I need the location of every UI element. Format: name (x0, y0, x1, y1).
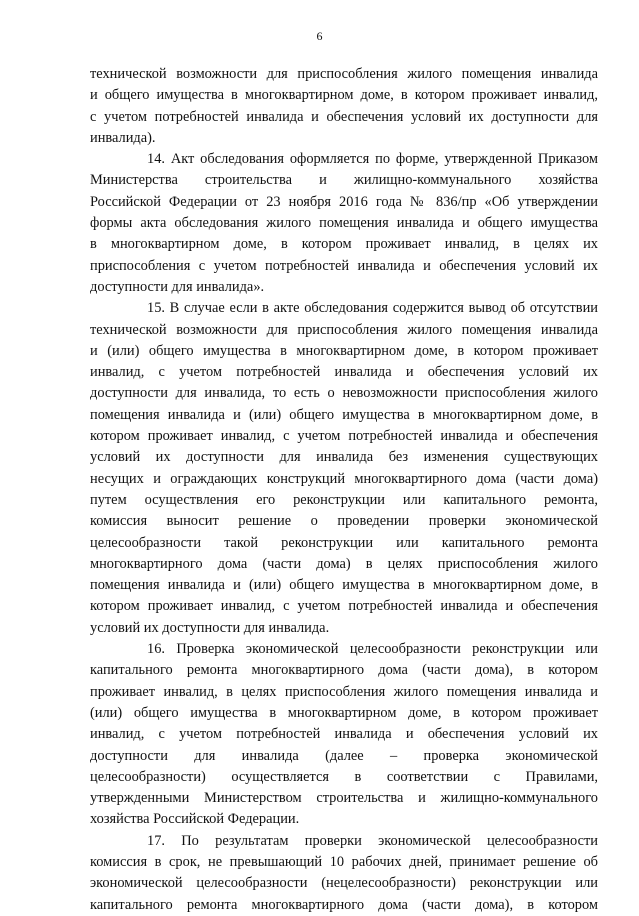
text-line: (или) общего имущества в многоквартирном доме, в котором проживает (90, 704, 598, 721)
text-line: целесообразности) осуществляется в соответствии с Правилами, (90, 768, 598, 785)
text-line: доступности для инвалида, то есть о невозможности приспособления жилого (90, 385, 598, 402)
text-line: помещения инвалида и (или) общего имущества в многоквартирном доме, в (90, 577, 598, 594)
text-line: комиссия выносит решение о проведении проверки экономической (90, 513, 598, 530)
text-line: условий их доступности для инвалида. (90, 619, 330, 636)
text-line: экономической целесообразности (нецелесообразности) реконструкции или (90, 875, 598, 892)
text-line: и общего имущества в многоквартирном доме, в котором проживает инвалид, (90, 87, 598, 104)
text-line: многоквартирного дома (части дома) в целях приспособления жилого (90, 555, 598, 572)
text-line: формы акта обследования жилого помещения инвалида и общего имущества (90, 215, 598, 232)
paragraph-p16 (90, 639, 598, 831)
text-line: капитального ремонта многоквартирного дома (части дома), в котором (90, 896, 598, 913)
paragraph-p14 (90, 149, 598, 298)
text-line: 16. Проверка экономической целесообразности реконструкции или (147, 641, 598, 658)
text-line: 17. По результатам проверки экономической целесообразности (147, 832, 598, 849)
text-line: капитального ремонта многоквартирного дома (части дома), в котором (90, 662, 598, 679)
text-line: котором проживает инвалид, с учетом потребностей инвалида и обеспечения (90, 598, 598, 615)
text-line: и (или) общего имущества в многоквартирном доме, в котором проживает (90, 342, 598, 359)
paragraph-p15 (90, 298, 598, 639)
text-line: несущих и ограждающих конструкций многоквартирного дома (части дома) (90, 470, 598, 487)
text-line: инвалид, с учетом потребностей инвалида и обеспечения условий их (90, 364, 598, 381)
text-line: технической возможности для приспособления жилого помещения инвалида (90, 321, 598, 338)
text-line: 15. В случае если в акте обследования содержится вывод об отсутствии (147, 300, 598, 317)
text-line: путем осуществления его реконструкции или капитального ремонта, (90, 491, 598, 508)
text-line: Министерства строительства и жилищно-коммунального хозяйства (90, 172, 598, 189)
text-line: приспособления с учетом потребностей инвалида и обеспечения условий их (90, 257, 598, 274)
text-line: проживает инвалид, в целях приспособления жилого помещения инвалида и (90, 683, 598, 700)
text-line: комиссия в срок, не превышающий 10 рабочих дней, принимает решение об (90, 853, 598, 870)
text-line: целесообразности такой реконструкции или капитального ремонта (90, 534, 598, 551)
paragraph-p17 (90, 831, 598, 916)
text-line: доступности для инвалида (далее – проверка экономической (90, 747, 598, 764)
text-line: 14. Акт обследования оформляется по форме, утвержденной Приказом (147, 151, 598, 168)
paragraph-p13-cont (90, 64, 598, 149)
text-line: инвалида). (90, 129, 156, 146)
text-line: в многоквартирном доме, в котором проживает инвалид, в целях их (90, 236, 598, 253)
text-line: утвержденными Министерством строительства и жилищно-коммунального (90, 790, 598, 807)
page-number: 6 (316, 29, 323, 43)
text-line: технической возможности для приспособления жилого помещения инвалида (90, 66, 598, 82)
text-line: котором проживает инвалид, с учетом потребностей инвалида и обеспечения (90, 428, 598, 445)
text-line: доступности для инвалида». (90, 278, 265, 295)
text-line: условий их доступности для инвалида без изменения существующих (90, 449, 598, 466)
text-line: инвалид, с учетом потребностей инвалида и обеспечения условий их (90, 726, 598, 743)
text-line: Российской Федерации от 23 ноября 2016 года № 836/пр «Об утверждении (90, 193, 598, 210)
text-line: хозяйства Российской Федерации. (90, 811, 300, 828)
text-line: с учетом потребностей инвалида и обеспечения условий их доступности для (90, 108, 598, 125)
document-body (90, 64, 598, 916)
text-line: помещения инвалида и (или) общего имущества в многоквартирном доме, в (90, 406, 598, 423)
